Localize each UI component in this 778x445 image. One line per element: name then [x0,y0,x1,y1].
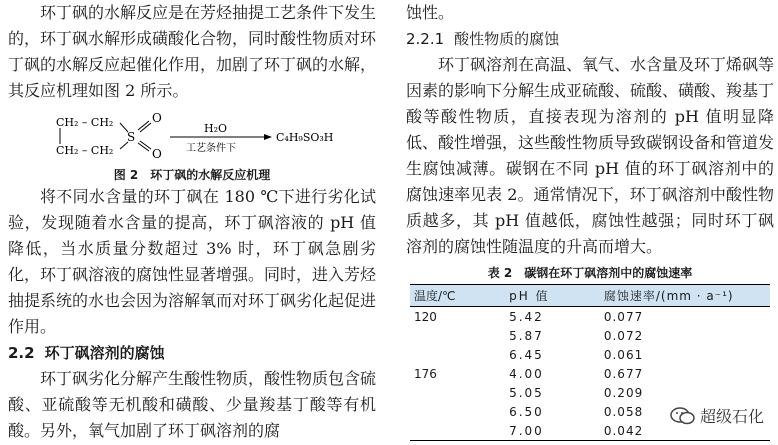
cell-rate: 0.072 [603,328,644,343]
arrow-label-bottom: 工艺条件下 [186,143,236,154]
oxygen-atom-top: O [152,111,162,125]
figure-caption: 图 2 环丁砜的水解反应机理 [113,168,271,182]
table-row [410,307,770,327]
table-row [410,345,770,364]
cell-ph: 5.87 [509,328,544,343]
watermark-text: 超级石化 [699,407,764,426]
section-title: 环丁砜溶剂的腐蚀 [44,344,165,362]
cell-rate: 0.077 [603,309,644,324]
section-heading [8,340,376,366]
cell-temp [410,326,469,345]
cell-rate: 0.677 [603,366,644,381]
cell-rate: 0.042 [570,421,770,441]
wechat-icon [670,406,696,426]
cell-rate: 0.058 [603,404,644,419]
header-temperature: 温度/℃ [410,285,469,307]
ch2-bottom: CH₂ – CH₂ [56,144,114,157]
cell-temp: 176 [414,366,437,381]
subsection-heading [406,26,774,52]
table-header-row [410,285,770,307]
arrow-label-top: H₂O [204,122,228,135]
subsection-number: 2.2.1 [406,30,445,48]
table-row [410,326,770,345]
cell-rate: 0.209 [603,385,644,400]
header-rate: 腐蚀速率/(mm · a⁻¹) [570,285,770,307]
cell-temp: 120 [414,309,437,324]
cell-ph: 6.45 [509,347,544,362]
cell-rate: 0.061 [603,347,644,362]
cell-ph: 4.00 [509,366,544,381]
sulfur-atom: S [127,130,136,144]
cell-temp [410,345,469,364]
paragraph-acid-corrosion: 环丁砜溶剂在高温、氧气、水含量及环丁烯砜等因素的影响下分解生成亚硫酸、硫酸、磺酸、羧基丁酸等酸性物质，直接表现为溶剂的 pH 值明显降低、酸性增强，这些酸性物质导致碳钢设备和管道发生腐蚀减薄。碳钢在不同 pH 值的环丁砜溶剂中的腐蚀速率见表 2。通常情况下，环丁砜溶剂中酸性物质越多，其 pH 值越低，腐蚀性越强；同时环丁砜溶剂的腐蚀性随温度的升高而增大。 [406,55,775,256]
table-row [410,383,770,402]
cell-ph: 6.50 [509,404,544,419]
paragraph-degradation: 环丁砜劣化分解产生酸性物质，酸性物质包含硫酸、亚硫酸等无机酸和磺酸、少量羧基丁酸等有机酸。另外，氧气加剧了环丁砜溶剂的腐 [8,369,377,440]
header-ph: pH 值 [469,285,570,307]
paragraph-continuation: 蚀性。 [406,3,455,22]
table-row [410,364,770,383]
cell-ph: 5.42 [509,309,544,324]
section-number: 2.2 [8,344,35,362]
ch2-top: CH₂ – CH₂ [56,116,114,129]
subsection-title: 酸性物质的腐蚀 [454,30,560,48]
product-formula: C₄H₉SO₃H [276,131,334,144]
paragraph-water-content: 将不同水含量的环丁砜在 180 ℃下进行劣化试验，发现随着水含量的提高，环丁砜溶液的 pH 值降低，当水质量分数超过 3% 时，环丁砜急剧劣化，环丁砜溶液的腐蚀性显著增强。同时，进入芳烃抽提系统的水也会因为溶解氧而对环丁砜劣化起促进作用。 [8,187,377,336]
cell-temp [410,402,469,421]
table-caption: 表 2 碳钢在环丁砜溶剂中的腐蚀速率 [487,266,693,280]
watermark [670,404,764,427]
paragraph-hydrolysis: 环丁砜的水解反应是在芳烃抽提工艺条件下发生的，环丁砜水解形成磺酸化合物，同时酸性物质对环丁砜的水解反应起催化作用，加剧了环丁砜的水解，其反应机理如图 2 所示。 [8,3,377,100]
reaction-svg [8,106,376,166]
reaction-diagram [8,106,376,166]
cell-ph: 7.00 [469,421,570,441]
cell-temp [410,383,469,402]
cell-temp [410,421,469,441]
left-column [8,0,376,444]
oxygen-atom-bottom: O [152,147,162,161]
cell-ph: 5.05 [509,385,544,400]
right-column [406,0,774,441]
